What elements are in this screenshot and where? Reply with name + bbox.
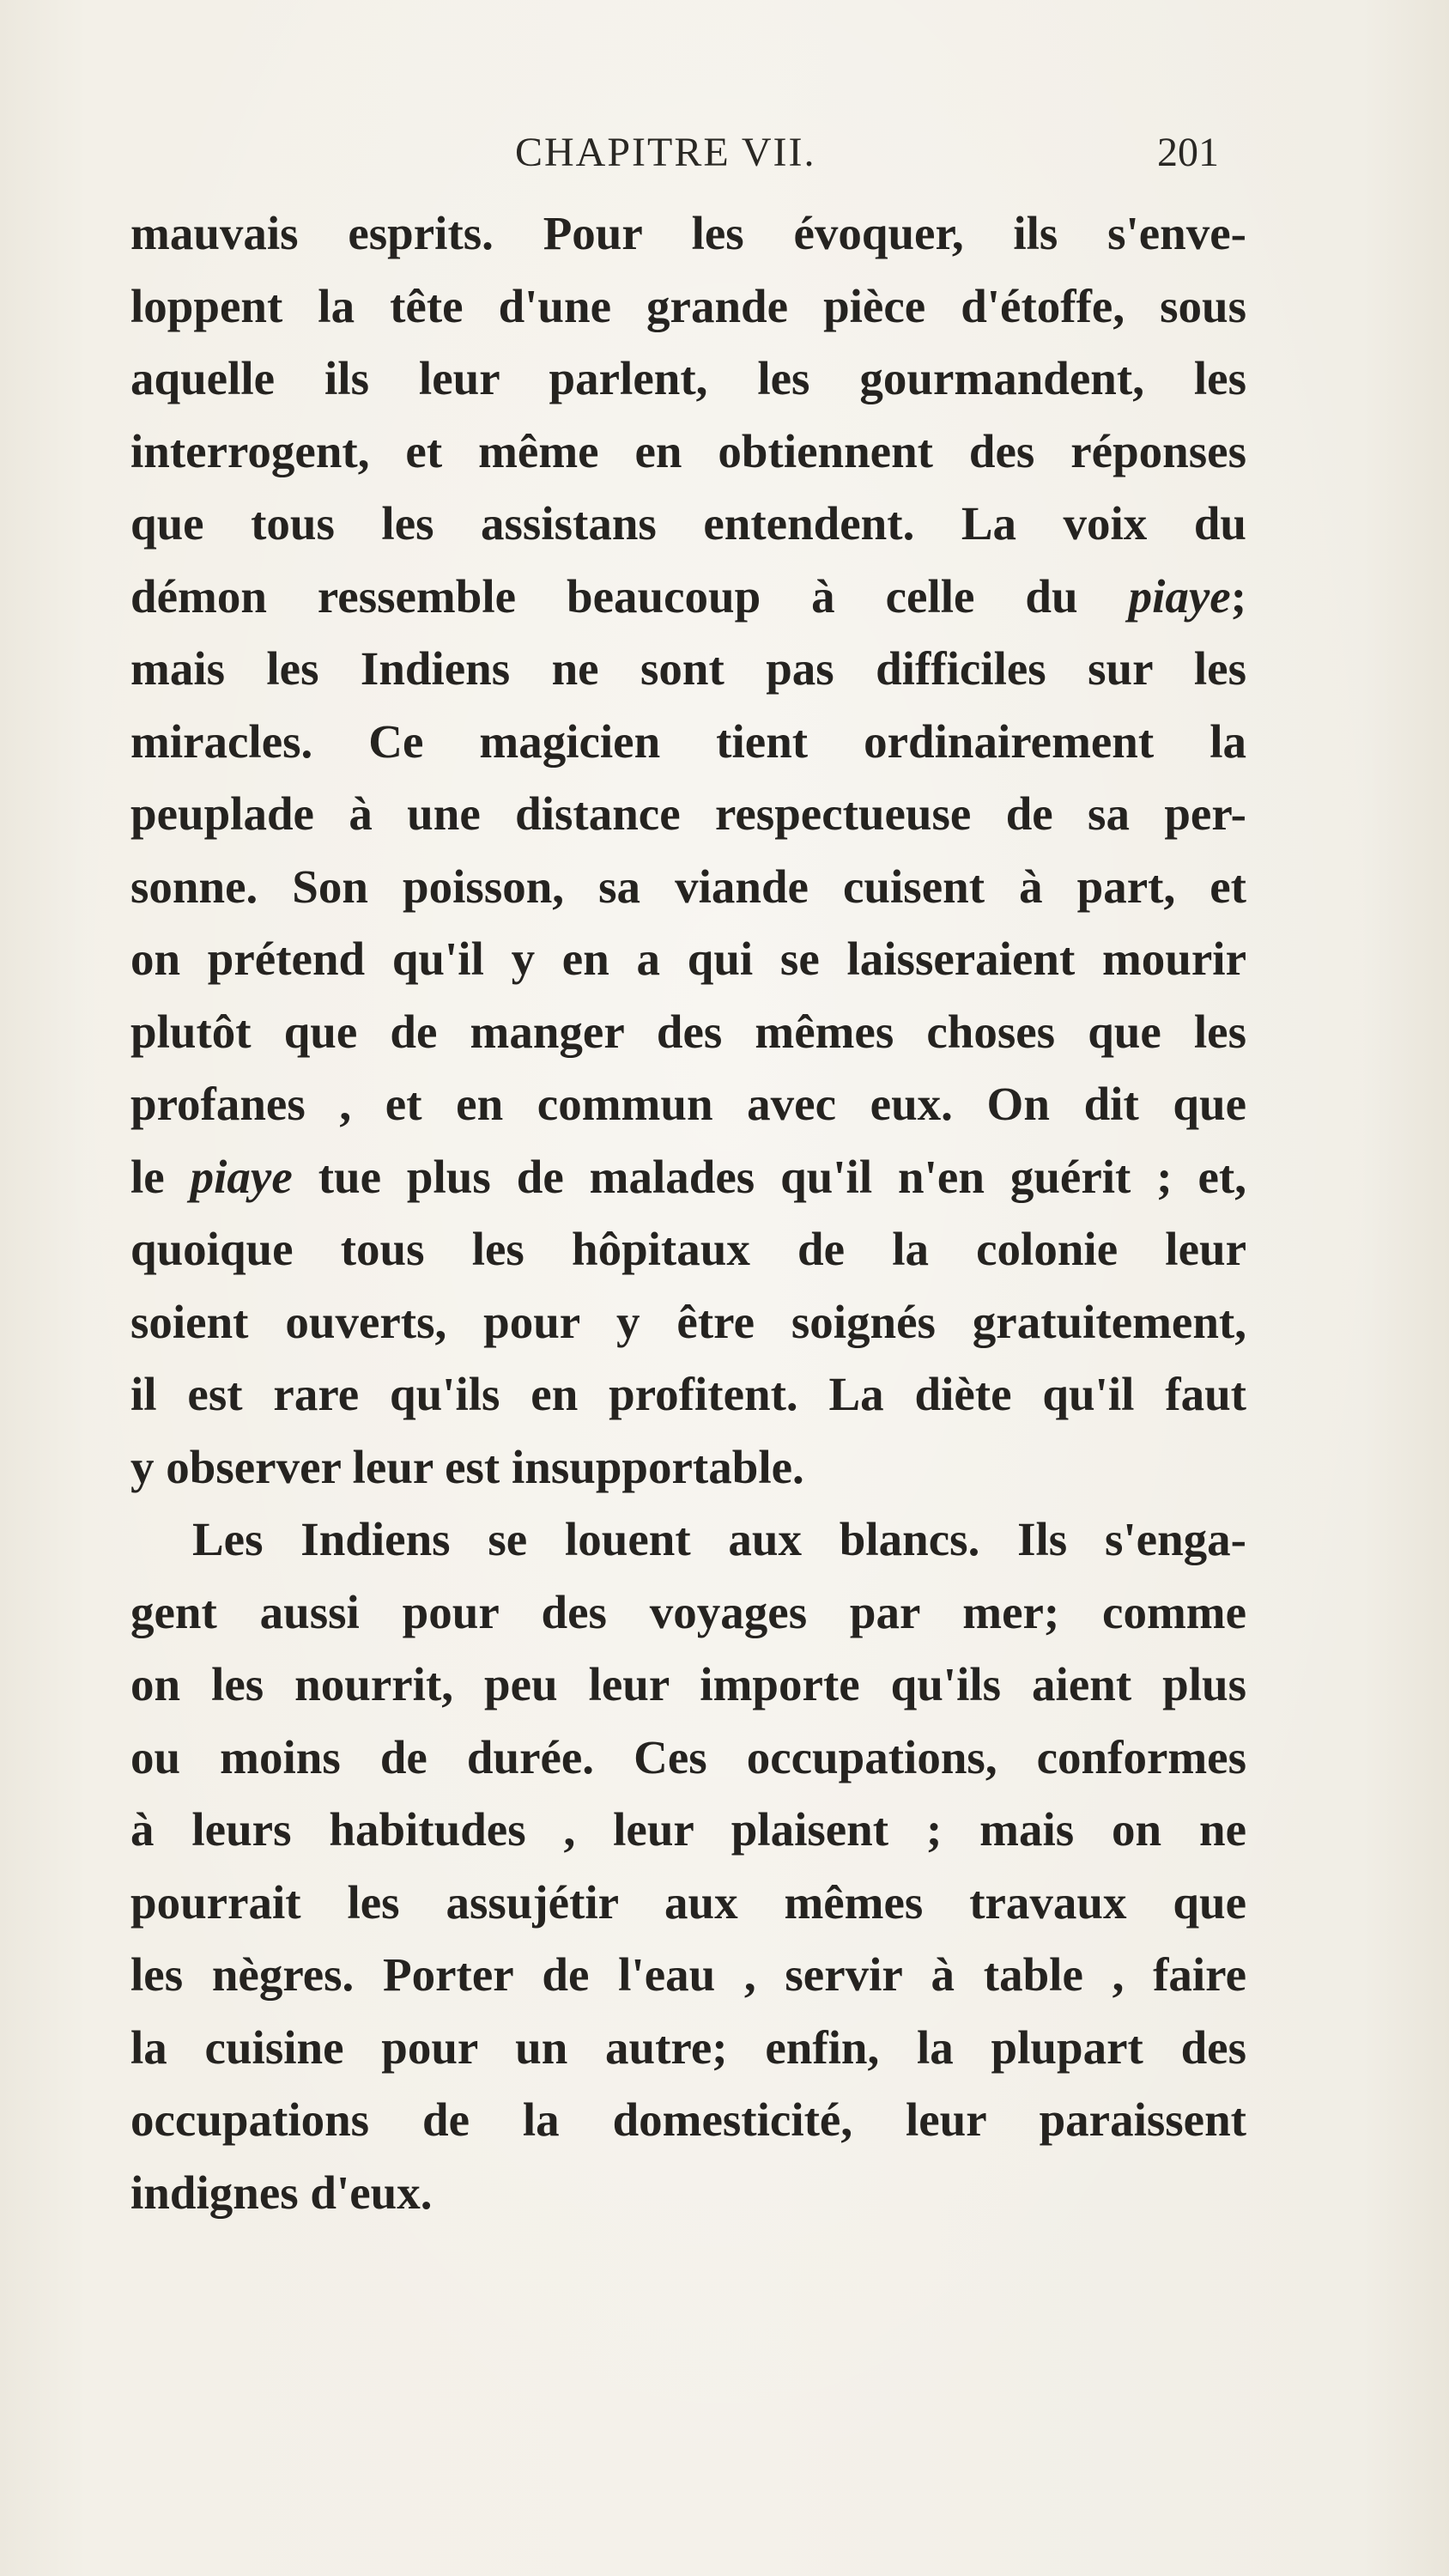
text-line: mauvais esprits. Pour les évoquer, ils s'enve- <box>130 207 1246 259</box>
italic-term: piaye <box>190 1150 293 1203</box>
text-line: plutôt que de manger des mêmes choses que les <box>130 1005 1246 1058</box>
text-line: sonne. Son poisson, sa viande cuisent à part, et <box>130 860 1246 913</box>
text-line: on prétend qu'il y en a qui se laisseraient mourir <box>130 933 1246 985</box>
text-line: soient ouverts, pour y être soignés gratuitement, <box>130 1295 1246 1348</box>
text-line-start: démon ressemble beaucoup à celle du <box>130 569 1078 623</box>
text-line: loppent la tête d'une grande pièce d'étoffe, sous <box>130 279 1246 332</box>
paragraph-last-line: indignes d'eux. <box>130 2166 433 2219</box>
text-line <box>130 1141 1246 1214</box>
text-line: aquelle ils leur parlent, les gourmandent, les <box>130 352 1246 404</box>
text-line-start: le <box>130 1150 165 1203</box>
italic-term: piaye <box>1128 569 1231 623</box>
text-line-end: ; <box>1230 569 1247 623</box>
text-line: miracles. Ce magicien tient ordinairement la <box>130 714 1246 768</box>
text-line: interrogent, et même en obtiennent des réponses <box>130 424 1246 477</box>
text-line: quoique tous les hôpitaux de la colonie leur <box>130 1223 1246 1275</box>
text-line: la cuisine pour un autre; enfin, la plupart des <box>130 2020 1246 2074</box>
running-head: CHAPITRE VII. <box>515 130 816 175</box>
text-line: à leurs habitudes , leur plaisent ; mais on ne <box>130 1803 1246 1856</box>
paragraph-last-line: y observer leur est insupportable. <box>130 1440 804 1493</box>
text-line: il est rare qu'ils en profitent. La diète qu'il faut <box>130 1368 1246 1420</box>
text-line <box>130 561 1246 634</box>
text-line: mais les Indiens ne sont pas difficiles sur les <box>130 642 1246 695</box>
text-line: gent aussi pour des voyages par mer; comme <box>130 1585 1246 1638</box>
text-line: ou moins de durée. Ces occupations, conformes <box>130 1730 1246 1783</box>
text-line: profanes , et en commun avec eux. On dit que <box>130 1078 1246 1130</box>
text-line: occupations de la domesticité, leur paraissent <box>130 2093 1246 2146</box>
body-text <box>130 197 1246 2229</box>
text-line: on les nourrit, peu leur importe qu'ils aient plus <box>130 1658 1246 1710</box>
text-line: que tous les assistans entendent. La voix du <box>130 497 1246 550</box>
page-header <box>129 129 1219 189</box>
text-line: peuplade à une distance respectueuse de sa per- <box>130 787 1246 840</box>
text-line: les nègres. Porter de l'eau , servir à table , faire <box>130 1948 1246 2001</box>
page-number: 201 <box>1157 130 1219 175</box>
paragraph-first-line: Les Indiens se louent aux blancs. Ils s'enga- <box>192 1513 1246 1565</box>
text-line-end: tue plus de malades qu'il n'en guérit ; et, <box>318 1150 1247 1203</box>
text-line: pourrait les assujétir aux mêmes travaux que <box>130 1875 1246 1929</box>
